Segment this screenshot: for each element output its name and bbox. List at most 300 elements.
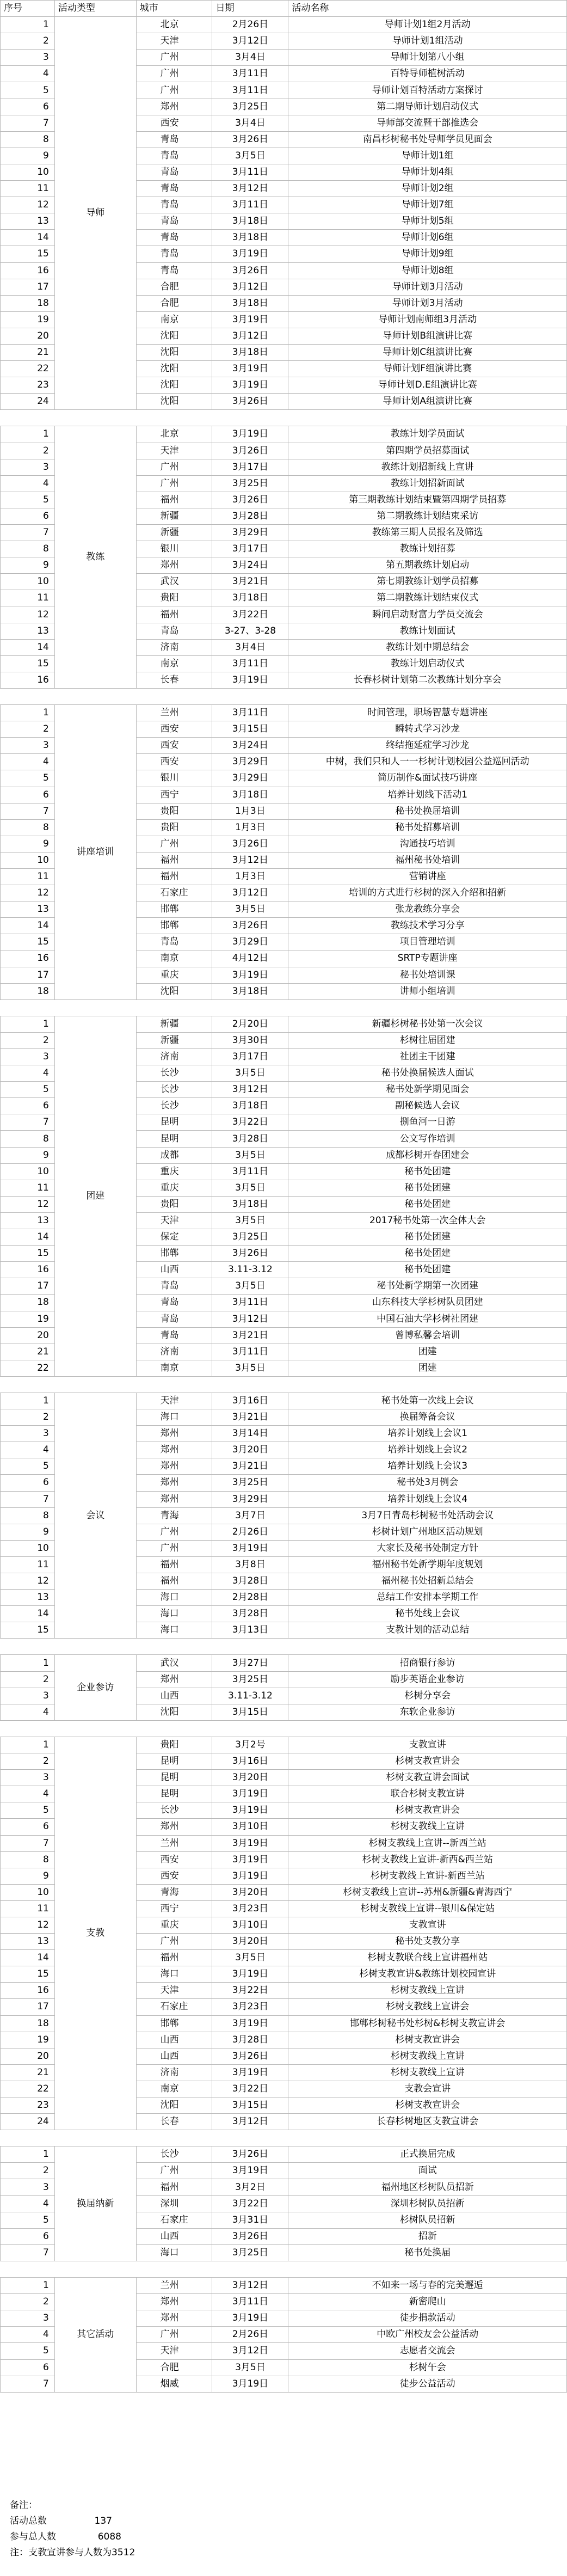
cell-no[interactable]: 21: [1, 344, 55, 360]
cell-activity-name[interactable]: 教练第三期人员报名及筛选: [288, 525, 567, 541]
cell-date[interactable]: 3月19日: [212, 2163, 288, 2179]
cell-date[interactable]: 3月11日: [212, 1163, 288, 1180]
cell-no[interactable]: 2: [1, 33, 55, 50]
cell-city[interactable]: 兰州: [136, 2278, 212, 2294]
cell-date[interactable]: 3月30日: [212, 1032, 288, 1048]
cell-activity-name[interactable]: 支教计划的活动总结: [288, 1622, 567, 1639]
cell-city[interactable]: 天津: [136, 1393, 212, 1409]
cell-date[interactable]: 3月18日: [212, 1098, 288, 1114]
cell-city[interactable]: 南京: [136, 1360, 212, 1376]
cell-activity-name[interactable]: 导师部交流暨干部推选会: [288, 115, 567, 131]
empty-cell[interactable]: [212, 1720, 288, 1737]
cell-date[interactable]: 3月26日: [212, 1246, 288, 1262]
cell-activity-name[interactable]: 导师计划9组: [288, 246, 567, 262]
cell-activity-name[interactable]: 秘书处换届: [288, 2244, 567, 2261]
cell-city[interactable]: 新疆: [136, 525, 212, 541]
cell-city[interactable]: 长沙: [136, 1065, 212, 1082]
cell-no[interactable]: 14: [1, 1950, 55, 1966]
cell-city[interactable]: 南京: [136, 311, 212, 328]
notes-people-value[interactable]: 6088: [97, 2531, 121, 2542]
cell-city[interactable]: 西安: [136, 115, 212, 131]
empty-cell[interactable]: [1, 999, 55, 1016]
cell-city[interactable]: 广州: [136, 475, 212, 492]
cell-city[interactable]: 长沙: [136, 2146, 212, 2163]
cell-activity-name[interactable]: 杉树分享会: [288, 1688, 567, 1704]
cell-city[interactable]: 西安: [136, 738, 212, 754]
cell-date[interactable]: 3月23日: [212, 1999, 288, 2015]
cell-activity-name[interactable]: 邯郸杉树秘书处杉树&杉树支教宣讲会: [288, 2015, 567, 2032]
cell-no[interactable]: 8: [1, 131, 55, 148]
cell-city[interactable]: 石家庄: [136, 885, 212, 901]
cell-date[interactable]: 3月18日: [212, 295, 288, 311]
cell-no[interactable]: 16: [1, 1262, 55, 1278]
cell-no[interactable]: 14: [1, 1229, 55, 1246]
cell-activity-type[interactable]: 会议: [54, 1393, 136, 1638]
cell-activity-name[interactable]: 杉树计划广州地区活动规划: [288, 1524, 567, 1540]
cell-no[interactable]: 10: [1, 1163, 55, 1180]
cell-date[interactable]: 3月19日: [212, 2015, 288, 2032]
cell-date[interactable]: 1月3日: [212, 868, 288, 885]
cell-date[interactable]: 3月22日: [212, 1983, 288, 1999]
cell-no[interactable]: 1: [1, 2278, 55, 2294]
cell-activity-name[interactable]: 秘书处团建: [288, 1246, 567, 1262]
cell-date[interactable]: 3月23日: [212, 1900, 288, 1917]
cell-city[interactable]: 新疆: [136, 508, 212, 524]
cell-city[interactable]: 天津: [136, 1212, 212, 1229]
cell-no[interactable]: 5: [1, 2343, 55, 2359]
cell-city[interactable]: 沈阳: [136, 377, 212, 394]
cell-city[interactable]: 郑州: [136, 99, 212, 115]
cell-activity-name[interactable]: 导师计划3月活动: [288, 295, 567, 311]
cell-no[interactable]: 22: [1, 361, 55, 377]
cell-no[interactable]: 15: [1, 934, 55, 950]
empty-cell[interactable]: [212, 410, 288, 426]
cell-no[interactable]: 11: [1, 1900, 55, 1917]
cell-no[interactable]: 3: [1, 1426, 55, 1442]
cell-activity-name[interactable]: 秘书处团建: [288, 1180, 567, 1196]
cell-city[interactable]: 青岛: [136, 197, 212, 213]
cell-activity-name[interactable]: 招新: [288, 2228, 567, 2244]
cell-activity-name[interactable]: 面试: [288, 2163, 567, 2179]
cell-city[interactable]: 福州: [136, 492, 212, 508]
cell-activity-name[interactable]: 杉树支教线上宣讲: [288, 1983, 567, 1999]
cell-no[interactable]: 12: [1, 885, 55, 901]
cell-date[interactable]: 3月5日: [212, 1212, 288, 1229]
cell-city[interactable]: 长春: [136, 2114, 212, 2130]
cell-no[interactable]: 5: [1, 492, 55, 508]
cell-activity-type[interactable]: 团建: [54, 1016, 136, 1376]
cell-date[interactable]: 3月2号: [212, 1737, 288, 1753]
cell-no[interactable]: 24: [1, 2114, 55, 2130]
cell-date[interactable]: 3月19日: [212, 311, 288, 328]
cell-city[interactable]: 海口: [136, 1409, 212, 1426]
cell-no[interactable]: 3: [1, 1770, 55, 1786]
cell-date[interactable]: 3月19日: [212, 361, 288, 377]
cell-activity-name[interactable]: 团建: [288, 1360, 567, 1376]
cell-date[interactable]: 3月17日: [212, 1049, 288, 1065]
cell-city[interactable]: 长沙: [136, 1098, 212, 1114]
cell-no[interactable]: 5: [1, 1082, 55, 1098]
cell-no[interactable]: 16: [1, 950, 55, 967]
cell-date[interactable]: 3月11日: [212, 705, 288, 721]
cell-date[interactable]: 3月26日: [212, 131, 288, 148]
cell-activity-name[interactable]: 杉树支教宣讲会面试: [288, 1770, 567, 1786]
cell-activity-name[interactable]: 3月7日青岛杉树秘书处活动会议: [288, 1507, 567, 1524]
empty-cell[interactable]: [136, 1376, 212, 1393]
cell-activity-name[interactable]: 导师计划6组: [288, 230, 567, 246]
cell-activity-name[interactable]: 杉树支教宣讲会: [288, 1802, 567, 1819]
cell-activity-name[interactable]: 培养计划线上会议4: [288, 1491, 567, 1507]
cell-no[interactable]: 14: [1, 1606, 55, 1622]
cell-no[interactable]: 22: [1, 1360, 55, 1376]
cell-date[interactable]: 1月3日: [212, 819, 288, 836]
cell-activity-name[interactable]: 秘书处第一次线上会议: [288, 1393, 567, 1409]
cell-no[interactable]: 14: [1, 918, 55, 934]
cell-no[interactable]: 7: [1, 803, 55, 819]
cell-date[interactable]: 3月5日: [212, 901, 288, 918]
cell-no[interactable]: 2: [1, 721, 55, 738]
cell-activity-name[interactable]: 山东科技大学杉树队员团建: [288, 1295, 567, 1311]
cell-activity-name[interactable]: 第二期导师计划启动仪式: [288, 99, 567, 115]
cell-city[interactable]: 青岛: [136, 148, 212, 164]
cell-no[interactable]: 7: [1, 525, 55, 541]
cell-city[interactable]: 广州: [136, 66, 212, 82]
cell-city[interactable]: 济南: [136, 1344, 212, 1360]
cell-city[interactable]: 合肥: [136, 279, 212, 295]
cell-date[interactable]: 3月31日: [212, 2212, 288, 2228]
cell-no[interactable]: 20: [1, 328, 55, 344]
cell-date[interactable]: 3月19日: [212, 1540, 288, 1556]
cell-date[interactable]: 3月29日: [212, 770, 288, 787]
cell-city[interactable]: 青岛: [136, 246, 212, 262]
cell-activity-name[interactable]: 导师计划百特活动方案探讨: [288, 82, 567, 99]
cell-activity-name[interactable]: 励步英语企业参访: [288, 1671, 567, 1688]
cell-no[interactable]: 2: [1, 2163, 55, 2179]
cell-city[interactable]: 银川: [136, 541, 212, 557]
cell-no[interactable]: 3: [1, 1688, 55, 1704]
cell-no[interactable]: 17: [1, 967, 55, 983]
cell-date[interactable]: 3月29日: [212, 934, 288, 950]
cell-date[interactable]: 2月26日: [212, 1524, 288, 1540]
cell-date[interactable]: 3月29日: [212, 525, 288, 541]
cell-date[interactable]: 3月26日: [212, 262, 288, 279]
cell-no[interactable]: 3: [1, 738, 55, 754]
cell-no[interactable]: 5: [1, 2212, 55, 2228]
cell-date[interactable]: 3月18日: [212, 983, 288, 999]
cell-city[interactable]: 济南: [136, 639, 212, 655]
cell-activity-name[interactable]: 正式换届完成: [288, 2146, 567, 2163]
cell-date[interactable]: 3月10日: [212, 1917, 288, 1933]
cell-date[interactable]: 3月25日: [212, 1229, 288, 1246]
cell-activity-name[interactable]: 中欧广州校友会公益活动: [288, 2327, 567, 2343]
cell-date[interactable]: 3月5日: [212, 1360, 288, 1376]
empty-cell[interactable]: [136, 1639, 212, 1655]
cell-date[interactable]: 3月7日: [212, 1507, 288, 1524]
cell-activity-name[interactable]: 营销讲座: [288, 868, 567, 885]
empty-cell[interactable]: [288, 1639, 567, 1655]
cell-activity-name[interactable]: 百特导师植树活动: [288, 66, 567, 82]
cell-city[interactable]: 兰州: [136, 705, 212, 721]
cell-no[interactable]: 6: [1, 2228, 55, 2244]
cell-date[interactable]: 3月19日: [212, 1802, 288, 1819]
cell-no[interactable]: 13: [1, 213, 55, 230]
notes-title[interactable]: 备注：: [10, 2500, 38, 2511]
cell-city[interactable]: 邯郸: [136, 901, 212, 918]
cell-city[interactable]: 山西: [136, 1262, 212, 1278]
cell-date[interactable]: 3月26日: [212, 918, 288, 934]
cell-activity-name[interactable]: 第三期教练计划结束暨第四期学员招募: [288, 492, 567, 508]
cell-activity-type[interactable]: 其它活动: [54, 2278, 136, 2393]
cell-no[interactable]: 13: [1, 623, 55, 639]
cell-date[interactable]: 3月20日: [212, 1884, 288, 1900]
empty-cell[interactable]: [54, 1376, 136, 1393]
cell-no[interactable]: 10: [1, 1540, 55, 1556]
cell-no[interactable]: 21: [1, 2064, 55, 2081]
cell-date[interactable]: 3月26日: [212, 2048, 288, 2064]
cell-activity-name[interactable]: 杉树支教宣讲会: [288, 1753, 567, 1770]
cell-date[interactable]: 3月19日: [212, 1966, 288, 1983]
cell-date[interactable]: 3月2日: [212, 2179, 288, 2195]
cell-activity-name[interactable]: 换届筹备会议: [288, 1409, 567, 1426]
cell-city[interactable]: 郑州: [136, 1442, 212, 1458]
cell-city[interactable]: 郑州: [136, 1491, 212, 1507]
cell-date[interactable]: 3月19日: [212, 1868, 288, 1884]
cell-activity-name[interactable]: 招商银行参访: [288, 1655, 567, 1671]
cell-activity-name[interactable]: 深圳杉树队员招新: [288, 2195, 567, 2212]
cell-city[interactable]: 青岛: [136, 934, 212, 950]
cell-date[interactable]: 3月11日: [212, 197, 288, 213]
cell-no[interactable]: 11: [1, 868, 55, 885]
cell-no[interactable]: 4: [1, 754, 55, 770]
cell-city[interactable]: 北京: [136, 17, 212, 33]
cell-no[interactable]: 12: [1, 1573, 55, 1590]
cell-activity-name[interactable]: 杉树往届团建: [288, 1032, 567, 1048]
cell-no[interactable]: 10: [1, 574, 55, 590]
cell-date[interactable]: 3月19日: [212, 377, 288, 394]
cell-city[interactable]: 银川: [136, 770, 212, 787]
cell-date[interactable]: 3.11-3.12: [212, 1262, 288, 1278]
cell-no[interactable]: 2: [1, 443, 55, 459]
cell-no[interactable]: 1: [1, 1737, 55, 1753]
cell-city[interactable]: 福州: [136, 1950, 212, 1966]
cell-no[interactable]: 1: [1, 1393, 55, 1409]
cell-city[interactable]: 郑州: [136, 1819, 212, 1835]
cell-date[interactable]: 3月10日: [212, 1819, 288, 1835]
cell-no[interactable]: 3: [1, 459, 55, 475]
cell-city[interactable]: 郑州: [136, 2294, 212, 2310]
cell-no[interactable]: 11: [1, 1180, 55, 1196]
cell-activity-name[interactable]: 培养计划线上会议2: [288, 1442, 567, 1458]
cell-activity-name[interactable]: 秘书处团建: [288, 1196, 567, 1212]
cell-city[interactable]: 沈阳: [136, 394, 212, 410]
cell-date[interactable]: 3月8日: [212, 1556, 288, 1573]
cell-activity-name[interactable]: 瞬转式学习沙龙: [288, 721, 567, 738]
cell-date[interactable]: 3月11日: [212, 1344, 288, 1360]
cell-no[interactable]: 3: [1, 1049, 55, 1065]
cell-no[interactable]: 8: [1, 1851, 55, 1868]
cell-city[interactable]: 海口: [136, 1966, 212, 1983]
cell-city[interactable]: 青岛: [136, 131, 212, 148]
header-name[interactable]: 活动名称: [288, 1, 567, 17]
cell-activity-name[interactable]: 导师计划1组活动: [288, 33, 567, 50]
cell-city[interactable]: 青岛: [136, 213, 212, 230]
cell-activity-name[interactable]: SRTP专题讲座: [288, 950, 567, 967]
cell-city[interactable]: 沈阳: [136, 983, 212, 999]
cell-city[interactable]: 西安: [136, 1851, 212, 1868]
cell-no[interactable]: 17: [1, 1278, 55, 1295]
cell-activity-name[interactable]: 副秘候选人会议: [288, 1098, 567, 1114]
cell-activity-name[interactable]: 不如来一场与春的完美邂逅: [288, 2278, 567, 2294]
cell-date[interactable]: 3月4日: [212, 115, 288, 131]
cell-activity-type[interactable]: 教练: [54, 426, 136, 689]
cell-no[interactable]: 20: [1, 1327, 55, 1344]
cell-date[interactable]: 3月27日: [212, 1655, 288, 1671]
cell-no[interactable]: 24: [1, 394, 55, 410]
cell-no[interactable]: 8: [1, 1507, 55, 1524]
cell-activity-name[interactable]: 第二期教练计划结束采访: [288, 508, 567, 524]
cell-no[interactable]: 7: [1, 115, 55, 131]
cell-no[interactable]: 4: [1, 2327, 55, 2343]
cell-city[interactable]: 兰州: [136, 1835, 212, 1851]
cell-city[interactable]: 沈阳: [136, 1704, 212, 1720]
empty-cell[interactable]: [212, 688, 288, 704]
cell-date[interactable]: 3月29日: [212, 1491, 288, 1507]
cell-date[interactable]: 3月19日: [212, 2376, 288, 2392]
cell-activity-name[interactable]: 新疆杉树秘书处第一次会议: [288, 1016, 567, 1032]
cell-no[interactable]: 10: [1, 164, 55, 180]
cell-no[interactable]: 17: [1, 279, 55, 295]
empty-cell[interactable]: [136, 410, 212, 426]
cell-no[interactable]: 2: [1, 1753, 55, 1770]
cell-no[interactable]: 9: [1, 1868, 55, 1884]
cell-activity-name[interactable]: 志愿者交流会: [288, 2343, 567, 2359]
cell-no[interactable]: 4: [1, 1704, 55, 1720]
cell-city[interactable]: 青岛: [136, 1278, 212, 1295]
cell-activity-name[interactable]: 杉树支教宣讲会: [288, 2032, 567, 2048]
cell-no[interactable]: 2: [1, 2294, 55, 2310]
cell-no[interactable]: 3: [1, 50, 55, 66]
cell-city[interactable]: 沈阳: [136, 2097, 212, 2114]
cell-activity-name[interactable]: 总结工作安排本学期工作: [288, 1590, 567, 1606]
cell-activity-name[interactable]: 第五期教练计划启动: [288, 557, 567, 574]
cell-city[interactable]: 天津: [136, 2343, 212, 2359]
cell-date[interactable]: 3月5日: [212, 2359, 288, 2376]
cell-activity-name[interactable]: 秘书处团建: [288, 1163, 567, 1180]
cell-date[interactable]: 3月26日: [212, 443, 288, 459]
cell-date[interactable]: 3月17日: [212, 459, 288, 475]
cell-activity-name[interactable]: 杉树支教联合线上宣讲福州站: [288, 1950, 567, 1966]
cell-date[interactable]: 2月26日: [212, 17, 288, 33]
cell-activity-name[interactable]: 教练计划学员面试: [288, 426, 567, 443]
cell-activity-name[interactable]: 第四期学员招募面试: [288, 443, 567, 459]
cell-city[interactable]: 武汉: [136, 1655, 212, 1671]
empty-cell[interactable]: [1, 1376, 55, 1393]
cell-city[interactable]: 广州: [136, 1934, 212, 1950]
cell-city[interactable]: 长沙: [136, 1082, 212, 1098]
cell-activity-type[interactable]: 支教: [54, 1737, 136, 2130]
cell-date[interactable]: 3月26日: [212, 394, 288, 410]
cell-activity-name[interactable]: 教练技术学习分享: [288, 918, 567, 934]
cell-city[interactable]: 贵阳: [136, 590, 212, 606]
cell-date[interactable]: 3月5日: [212, 1065, 288, 1082]
cell-date[interactable]: 3月12日: [212, 33, 288, 50]
cell-no[interactable]: 10: [1, 1884, 55, 1900]
cell-city[interactable]: 西安: [136, 754, 212, 770]
cell-date[interactable]: 3月15日: [212, 2097, 288, 2114]
cell-date[interactable]: 3月5日: [212, 1180, 288, 1196]
empty-cell[interactable]: [1, 1639, 55, 1655]
cell-activity-name[interactable]: 徒步捐款活动: [288, 2310, 567, 2327]
cell-activity-name[interactable]: 团建: [288, 1344, 567, 1360]
cell-date[interactable]: 3月28日: [212, 2032, 288, 2048]
cell-date[interactable]: 3月5日: [212, 1147, 288, 1163]
cell-activity-name[interactable]: 新密爬山: [288, 2294, 567, 2310]
cell-no[interactable]: 7: [1, 1491, 55, 1507]
cell-city[interactable]: 新疆: [136, 1016, 212, 1032]
cell-activity-name[interactable]: 培养计划线上会议1: [288, 1426, 567, 1442]
cell-no[interactable]: 15: [1, 1246, 55, 1262]
cell-date[interactable]: 3月29日: [212, 754, 288, 770]
cell-activity-name[interactable]: 导师计划第八小组: [288, 50, 567, 66]
cell-activity-name[interactable]: 杉树支教线上宣讲: [288, 1819, 567, 1835]
cell-city[interactable]: 郑州: [136, 2310, 212, 2327]
header-city[interactable]: 城市: [136, 1, 212, 17]
cell-city[interactable]: 广州: [136, 2163, 212, 2179]
notes-total-label[interactable]: 活动总数: [10, 2516, 47, 2526]
cell-no[interactable]: 7: [1, 1114, 55, 1131]
cell-no[interactable]: 11: [1, 1556, 55, 1573]
empty-cell[interactable]: [136, 2261, 212, 2277]
cell-no[interactable]: 6: [1, 99, 55, 115]
cell-no[interactable]: 4: [1, 1442, 55, 1458]
cell-city[interactable]: 天津: [136, 443, 212, 459]
cell-no[interactable]: 8: [1, 819, 55, 836]
cell-activity-name[interactable]: 中树，我们只和人一一杉树计划校园公益巡回活动: [288, 754, 567, 770]
cell-no[interactable]: 9: [1, 557, 55, 574]
cell-activity-name[interactable]: 公文写作培训: [288, 1131, 567, 1147]
cell-activity-name[interactable]: 2017秘书处第一次全体大会: [288, 1212, 567, 1229]
cell-city[interactable]: 海口: [136, 1590, 212, 1606]
cell-date[interactable]: 3月11日: [212, 164, 288, 180]
cell-date[interactable]: 3月24日: [212, 557, 288, 574]
cell-no[interactable]: 16: [1, 1983, 55, 1999]
cell-no[interactable]: 8: [1, 541, 55, 557]
empty-cell[interactable]: [288, 2130, 567, 2146]
cell-activity-name[interactable]: 联合杉树支教宣讲: [288, 1786, 567, 1802]
cell-city[interactable]: 济南: [136, 2064, 212, 2081]
cell-no[interactable]: 1: [1, 2146, 55, 2163]
cell-no[interactable]: 2: [1, 1671, 55, 1688]
cell-activity-name[interactable]: 杉树支教宣讲&教练计划校园宣讲: [288, 1966, 567, 1983]
empty-cell[interactable]: [288, 2261, 567, 2277]
cell-city[interactable]: 郑州: [136, 557, 212, 574]
header-type[interactable]: 活动类型: [54, 1, 136, 17]
cell-activity-name[interactable]: 导师计划2组: [288, 181, 567, 197]
cell-activity-name[interactable]: 培养计划线上会议3: [288, 1458, 567, 1475]
empty-cell[interactable]: [288, 999, 567, 1016]
cell-date[interactable]: 3月19日: [212, 1835, 288, 1851]
empty-cell[interactable]: [1, 688, 55, 704]
cell-no[interactable]: 19: [1, 1311, 55, 1327]
cell-activity-name[interactable]: 讲师小组培训: [288, 983, 567, 999]
cell-no[interactable]: 1: [1, 1655, 55, 1671]
cell-activity-name[interactable]: 杉树支教线上宣讲-新西兰站: [288, 1868, 567, 1884]
cell-city[interactable]: 重庆: [136, 1180, 212, 1196]
cell-city[interactable]: 沈阳: [136, 344, 212, 360]
cell-date[interactable]: 3月20日: [212, 1934, 288, 1950]
cell-date[interactable]: 3月11日: [212, 1295, 288, 1311]
cell-activity-name[interactable]: 导师计划D.E组演讲比赛: [288, 377, 567, 394]
